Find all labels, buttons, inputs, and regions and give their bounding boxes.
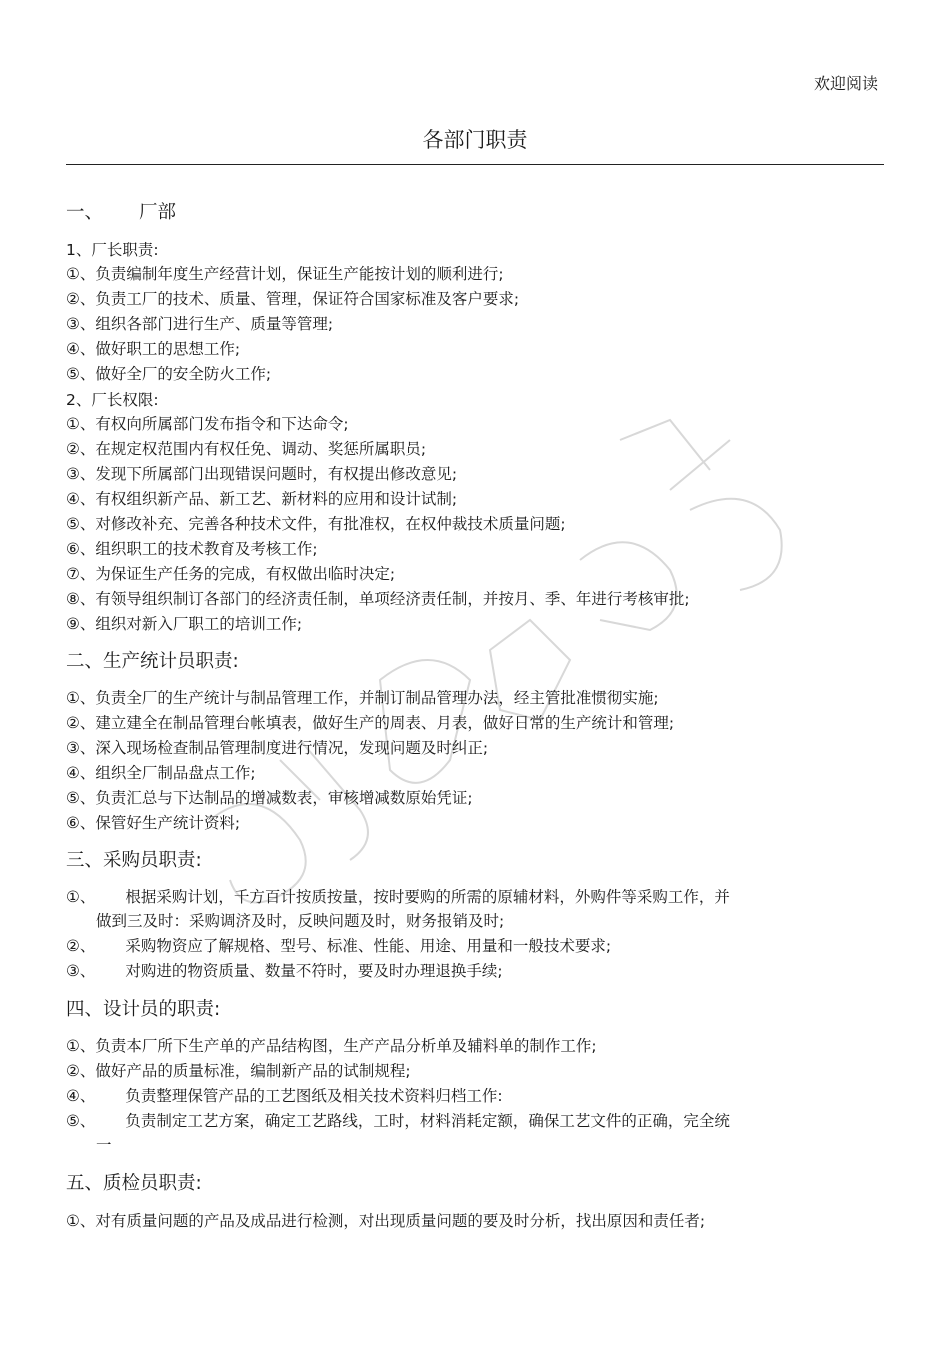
- list-item: [66, 934, 611, 956]
- list-number: ⑤、: [66, 1112, 96, 1130]
- list-item: ①、对有质量问题的产品及成品进行检测，对出现质量问题的要及时分析，找出原因和责任者;: [66, 1212, 706, 1230]
- list-item: [66, 959, 503, 981]
- section-1-heading: [66, 198, 176, 224]
- list-item: ②、建立建全在制品管理台帐填表，做好生产的周表、月表，做好日常的生产统计和管理;: [66, 714, 675, 732]
- list-item: [66, 1109, 730, 1131]
- list-item: ②、做好产品的质量标准，编制新产品的试制规程;: [66, 1062, 411, 1080]
- list-item: ①、负责本厂所下生产单的产品结构图，生产产品分析单及辅料单的制作工作;: [66, 1037, 597, 1055]
- sub-heading-director-authority: 2、厂长权限:: [66, 391, 159, 409]
- list-item-continuation: 一: [96, 1136, 112, 1154]
- list-item: ②、负责工厂的技术、质量、管理，保证符合国家标准及客户要求;: [66, 290, 520, 308]
- section-1-number: 一、: [66, 202, 104, 223]
- list-item: ④、做好职工的思想工作;: [66, 340, 241, 358]
- list-number: ④、: [66, 1087, 96, 1105]
- list-number: ①、: [66, 888, 96, 906]
- list-item: ⑤、做好全厂的安全防火工作;: [66, 365, 272, 383]
- list-number: ③、: [66, 962, 96, 980]
- list-text: 负责制定工艺方案，确定工艺路线，工时，材料消耗定额，确保工艺文件的正确，完全统: [125, 1112, 730, 1130]
- list-item: ④、组织全厂制品盘点工作;: [66, 764, 256, 782]
- list-text: 负责整理保管产品的工艺图纸及相关技术资料归档工作:: [125, 1087, 503, 1105]
- section-4-heading: 四、设计员的职责:: [66, 999, 221, 1020]
- list-item: ⑨、组织对新入厂职工的培训工作;: [66, 615, 303, 633]
- list-item: ⑤、对修改补充、完善各种技术文件，有批准权，在权仲裁技术质量问题;: [66, 515, 566, 533]
- list-item: ③、组织各部门进行生产、质量等管理;: [66, 315, 334, 333]
- list-item: [66, 1084, 503, 1106]
- section-3-heading: 三、采购员职责:: [66, 850, 202, 871]
- section-5-heading: 五、质检员职责:: [66, 1173, 202, 1194]
- list-text: 根据采购计划，千方百计按质按量，按时要购的所需的原辅材料，外购件等采购工作，并: [125, 888, 730, 906]
- header-note: 欢迎阅读: [813, 74, 878, 93]
- page-title: 各部门职责: [422, 128, 528, 152]
- list-item: ②、在规定权范围内有权任免、调动、奖惩所属职员;: [66, 440, 427, 458]
- title-divider: [66, 164, 884, 165]
- list-item: ①、负责编制年度生产经营计划，保证生产能按计划的顺利进行;: [66, 265, 504, 283]
- list-item: [66, 885, 730, 907]
- list-item: ⑧、有领导组织制订各部门的经济责任制，单项经济责任制，并按月、季、年进行考核审批;: [66, 590, 690, 608]
- list-item: ⑤、负责汇总与下达制品的增减数表，审核增减数原始凭证;: [66, 789, 473, 807]
- list-item-continuation: 做到三及时：采购调济及时，反映问题及时，财务报销及时;: [96, 912, 505, 930]
- list-item: ①、有权向所属部门发布指令和下达命令;: [66, 415, 349, 433]
- list-number: ②、: [66, 937, 96, 955]
- list-item: ③、发现下所属部门出现错误问题时，有权提出修改意见;: [66, 465, 458, 483]
- list-item: ④、有权组织新产品、新工艺、新材料的应用和设计试制;: [66, 490, 458, 508]
- list-item: ③、深入现场检查制品管理制度进行情况，发现问题及时纠正;: [66, 739, 489, 757]
- sub-heading-director-duties: 1、厂长职责:: [66, 241, 159, 259]
- list-item: ⑥、组织职工的技术教育及考核工作;: [66, 540, 318, 558]
- list-text: 采购物资应了解规格、型号、标准、性能、用途、用量和一般技术要求;: [125, 937, 612, 955]
- list-item: ①、负责全厂的生产统计与制品管理工作，并制订制品管理办法，经主管批准惯彻实施;: [66, 689, 659, 707]
- section-1-title: 厂部: [139, 202, 177, 223]
- list-item: ⑦、为保证生产任务的完成，有权做出临时决定;: [66, 565, 396, 583]
- section-2-heading: 二、生产统计员职责:: [66, 651, 239, 672]
- list-item: ⑥、保管好生产统计资料;: [66, 814, 241, 832]
- list-text: 对购进的物资质量、数量不符时，要及时办理退换手续;: [125, 962, 503, 980]
